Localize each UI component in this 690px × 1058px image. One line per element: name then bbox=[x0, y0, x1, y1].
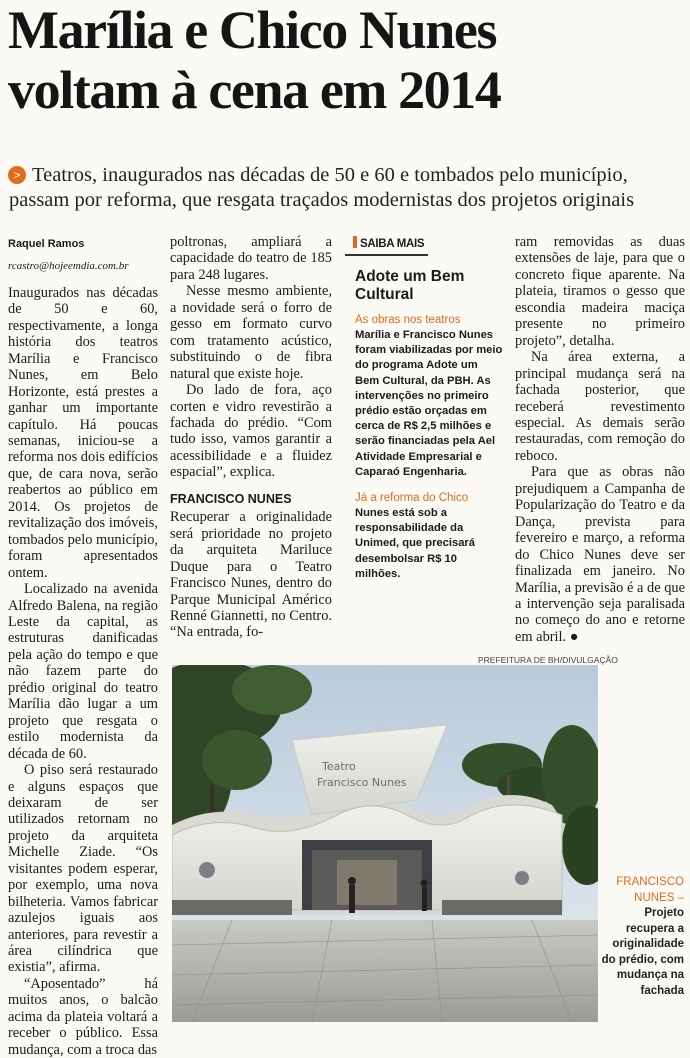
author-name: Raquel Ramos bbox=[8, 238, 85, 250]
deck bbox=[8, 163, 688, 213]
paragraph: Inaugurados nas décadas de 50 e 60, respectivamente, a longa história dos teatros Marília e Francisco Nunes, em Belo Horizonte, está prestes a ganhar um importante capítulo. Há poucas semanas, iniciou-se a reforma nos dois edifícios que, de cara nova, serão reabertos ao público em 2014. Os projetos de revitalização dos imóveis, tombados pelo município, foram apresentados ontem. bbox=[8, 284, 158, 581]
article-column-1 bbox=[8, 236, 158, 1058]
caption-text: Projeto recupera a originalidade do prédio, com mudança na fachada bbox=[601, 907, 684, 997]
paragraph: Para que as obras não prejudiquem a Campanha de Popularização do Teatro e da Dança, prevista para fevereiro e março, a reforma do Chico Nunes deve ser finalizada em janeiro. No Marília, a previsão é a de que a intervenção seja paralisada no começo do ano e retorne em abril. ● bbox=[515, 464, 685, 645]
paragraph: O piso será restaurado e alguns espaços que deixaram de ser utilizados retornam no projeto da arquiteta Michelle Ziade. “Os visitantes podem esperar, por exemplo, uma nova bilheteria. Vamos fabricar azulejos iguais aos anteriores, para revestir a área cilíndrica que existia”, afirma. bbox=[8, 762, 158, 976]
box-text-2: Nunes está sob a responsabilidade da Unimed, que precisará desembolsar R$ 10 milhões. bbox=[355, 507, 475, 580]
sign-text-1: Teatro bbox=[322, 760, 356, 773]
paragraph: Nesse mesmo ambiente, a novidade será o forro de gesso em formato curvo com tratamento acústico, substituindo o de fibra natural que existe hoje. bbox=[170, 283, 332, 382]
box-label-2: Já a reforma do Chico bbox=[355, 492, 469, 505]
headline-line-2: voltam à cena em 2014 bbox=[8, 60, 501, 120]
paragraph: Na área externa, a principal mudança será na fachada posterior, que receberá revestimento especial. As demais serão restauradas, com remoção do reboco. bbox=[515, 349, 685, 464]
caption-title: FRANCISCO NUNES – bbox=[616, 876, 684, 904]
box-title: Adote um Bem Cultural bbox=[355, 268, 465, 303]
paragraph: “Aposentado” há muitos anos, o balcão acima da plateia voltará a receber o público. Essa mudança, com a troca das bbox=[8, 975, 158, 1058]
theater-rendering-image bbox=[172, 665, 598, 1022]
photo-credit: PREFEITURA DE BH/DIVULGAÇÃO bbox=[478, 655, 618, 665]
sign-text-2: Francisco Nunes bbox=[317, 776, 407, 789]
tag-bar-icon bbox=[353, 236, 357, 248]
box-label-1: As obras nos teatros bbox=[355, 314, 461, 326]
paragraph: Recuperar a originalidade será prioridade no projeto da arquiteta Mariluce Duque para o Teatro Francisco Nunes, dentro do Parque Municipal Américo Renné Giannetti, no Centro. “Na entrada, fo- bbox=[170, 509, 332, 641]
paragraph: ram removidas as duas extensões de laje, para que o concreto fique aparente. Na plateia, tiramos o gesso que escondia madeira maciça presente no primeiro projeto”, detalha. bbox=[515, 234, 685, 349]
box-text-1: Marília e Francisco Nunes foram viabilizadas por meio do programa Adote um Bem Cultural, da PBH. As intervenções no primeiro prédio estão orçadas em cerca de R$ 2,5 milhões e serão financiadas pela Ael Atividade Empresarial e Caparaó Engenharia. bbox=[355, 329, 503, 478]
deck-line-1: Teatros, inaugurados nas décadas de 50 e 60 e tombados pelo município, bbox=[32, 164, 628, 186]
paragraph: Do lado de fora, aço corten e vidro revestirão a fachada do prédio. “Com tudo isso, vamos garantir a acessibilidade e a fluidez espacial”, explica. bbox=[170, 382, 332, 481]
author-email: rcastro@hojeemdia.com.br bbox=[8, 260, 129, 273]
subhead-francisco-nunes: FRANCISCO NUNES bbox=[170, 491, 292, 506]
article-column-4 bbox=[515, 234, 685, 645]
paragraph: Localizado na avenida Alfredo Balena, na região Leste da capital, as estruturas danificadas pela ação do tempo e que não fazem parte do prédio original do teatro Marília dão lugar a um projeto que resgata o estilo modernista da década de 60. bbox=[8, 581, 158, 762]
paragraph: poltronas, ampliará a capacidade do teatro de 185 para 248 lugares. bbox=[170, 234, 332, 283]
saiba-mais-tag: SAIBA MAIS bbox=[345, 232, 428, 256]
headline bbox=[8, 0, 688, 120]
saiba-mais-box bbox=[345, 232, 503, 612]
chevron-right-icon: > bbox=[8, 166, 26, 184]
article-column-2 bbox=[170, 234, 332, 641]
deck-line-2: passam por reforma, que resgata traçados modernistas dos projetos originais bbox=[9, 189, 635, 211]
photo-caption bbox=[598, 875, 684, 999]
headline-line-1: Marília e Chico Nunes bbox=[8, 0, 497, 60]
